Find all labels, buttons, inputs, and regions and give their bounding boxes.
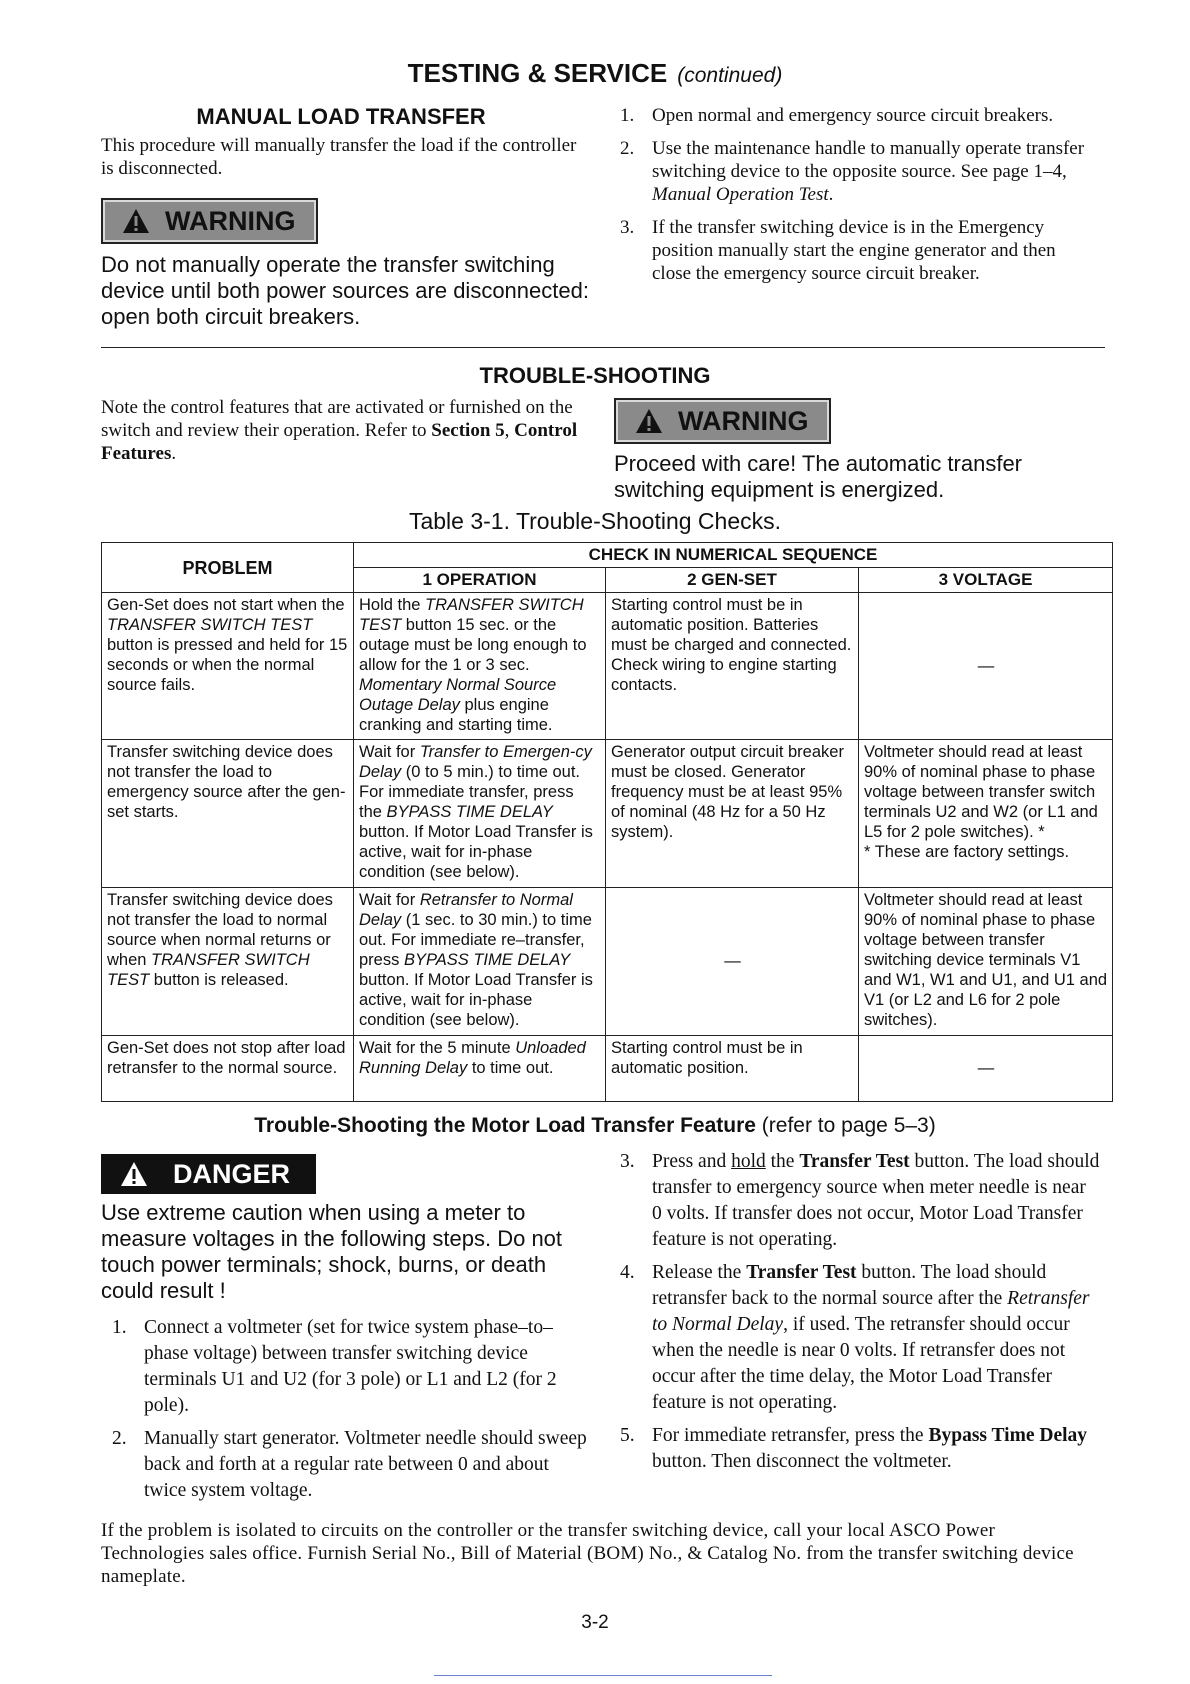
trouble-warning-label — [614, 398, 831, 444]
table-row — [102, 1036, 1113, 1102]
list-item: 1. Open normal and emergency source circuit breakers. — [620, 105, 1054, 126]
bottom-link-line — [434, 1675, 772, 1676]
list-item: 2. Manually start generator. Voltmeter needle should sweep back and forth at a regular rate between 0 and about twice system voltage. — [112, 1428, 587, 1501]
motor-steps-left — [112, 1315, 587, 1514]
operation-cell: Wait for the 5 minute Unloaded Running Delay to time out. — [354, 1036, 606, 1102]
problem-cell: Gen-Set does not start when the TRANSFER SWITCH TEST button is pressed and held for 15 seconds or when the normal source fails. — [102, 593, 354, 740]
genset-cell: Generator output circuit breaker must be closed. Generator frequency must be at least 95% of nominal (48 Hz for a 50 Hz system). — [606, 740, 859, 888]
genset-cell: — — [606, 888, 859, 1036]
warning-triangle-icon — [121, 207, 151, 235]
genset-cell: Starting control must be in automatic position. Batteries must be charged and connected. Check wiring to engine starting contacts. — [606, 593, 859, 740]
voltage-cell: Voltmeter should read at least 90% of nominal phase to phase voltage between transfer switch terminals U2 and W2 (or L1 and L5 for 2 pole switches). * * These are factory settings. — [859, 740, 1113, 888]
manual-intro: This procedure will manually transfer the load if the controller is disconnected. — [101, 135, 577, 179]
warning-label-text: WARNING — [165, 205, 296, 236]
voltage-cell: Voltmeter should read at least 90% of nominal phase to phase voltage between transfer switching device terminals V1 and W1, W1 and U1, and U1 and V1 (or L2 and L6 for 2 pole switches). — [859, 888, 1113, 1036]
problem-cell: Gen-Set does not stop after load retransfer to the normal source. — [102, 1036, 354, 1102]
page-title — [0, 58, 1190, 89]
table-header-row — [102, 543, 1113, 568]
table-row — [102, 740, 1113, 888]
problem-cell: Transfer switching device does not transfer the load to emergency source after the gen-set starts. — [102, 740, 354, 888]
trouble-intro: Note the control features that are activated or furnished on the switch and review their operation. Refer to Section 5, Control Features. — [101, 397, 578, 464]
warning-triangle-icon — [634, 407, 664, 435]
list-item: 1. Connect a voltmeter (set for twice system phase–to–phase voltage) between transfer switching device terminals U1 and U2 (for 3 pole) or L1 and L2 (for 2 pole). — [112, 1317, 557, 1416]
warning-label-text: WARNING — [678, 405, 809, 436]
page-title-text: TESTING & SERVICE — [407, 58, 668, 88]
manual-load-transfer-heading: MANUAL LOAD TRANSFER — [196, 104, 486, 129]
voltage-header: 3 VOLTAGE — [859, 568, 1113, 593]
table-row — [102, 593, 1113, 740]
table-caption: Table 3-1. Trouble-Shooting Checks. — [408, 508, 782, 534]
motor-load-heading: Trouble-Shooting the Motor Load Transfer Feature (refer to page 5–3) — [254, 1114, 936, 1137]
motor-steps-right — [620, 1149, 1100, 1485]
danger-label-text: DANGER — [173, 1158, 291, 1189]
operation-cell: Wait for Transfer to Emergen-cy Delay (0 to 5 min.) to time out. For immediate transfer, press the BYPASS TIME DELAY button. If Motor Load Transfer is active, wait for in-phase condition (see below). — [354, 740, 606, 888]
table-row — [102, 888, 1113, 1036]
operation-cell: Wait for Retransfer to Normal Delay (1 sec. to 30 min.) to time out. For immediate re–transfer, press BYPASS TIME DELAY button. If Motor Load Transfer is active, wait for in-phase condition (see below). — [354, 888, 606, 1036]
danger-text: Use extreme caution when using a meter to measure voltages in the following steps. Do not touch power terminals; shock, burns, or death could result ! — [101, 1200, 563, 1303]
list-item: 4. Release the Transfer Test button. The load should retransfer back to the normal source after the Retransfer to Normal Delay, if used. The retransfer should occur when the needle is near 0 volts. If retransfer does not occur after the time delay, the Motor Load Transfer feature is not operating. — [620, 1262, 1090, 1413]
voltage-cell: — — [859, 1036, 1113, 1102]
list-item: 5. For immediate retransfer, press the Bypass Time Delay button. Then disconnect the voltmeter. — [620, 1425, 1088, 1472]
problem-cell: Transfer switching device does not transfer the load to normal source when normal returns or when TRANSFER SWITCH TEST button is released. — [102, 888, 354, 1036]
check-sequence-header: CHECK IN NUMERICAL SEQUENCE — [354, 543, 1113, 568]
operation-header: 1 OPERATION — [354, 568, 606, 593]
problem-header: PROBLEM — [102, 543, 354, 593]
list-item: 3. Press and hold the Transfer Test button. The load should transfer to emergency source when meter needle is near 0 volts. If transfer does not occur, Motor Load Transfer feature is not operating. — [620, 1151, 1100, 1250]
section-divider — [101, 347, 1105, 348]
page-number: 3-2 — [581, 1612, 609, 1633]
page-title-continued: (continued) — [677, 64, 783, 87]
trouble-shooting-table — [101, 542, 1113, 1102]
manual-warning-label — [101, 198, 318, 244]
footer-text: If the problem is isolated to circuits on the controller or the transfer switching device, call your local ASCO Power Technologies sales office. Furnish Serial No., Bill of Material (BOM) No., & Catalog No. from the transfer switching device nameplate. — [101, 1520, 1074, 1587]
manual-warning-text: Do not manually operate the transfer switching device until both power sources are disconnected: open both circuit breakers. — [101, 252, 589, 329]
danger-triangle-icon — [119, 1160, 149, 1188]
list-item: 3. If the transfer switching device is in the Emergency position manually start the engine generator and then close the emergency source circuit breaker. — [620, 217, 1056, 284]
trouble-shooting-heading: TROUBLE-SHOOTING — [479, 363, 711, 388]
list-item: 2. Use the maintenance handle to manually operate transfer switching device to the opposite source. See page 1–4, Manual Operation Test. — [620, 138, 1085, 205]
trouble-warning-text: Proceed with care! The automatic transfer switching equipment is energized. — [614, 451, 1023, 502]
manual-steps-list — [620, 104, 1095, 295]
operation-cell: Hold the TRANSFER SWITCH TEST button 15 sec. or the outage must be long enough to allow for the 1 or 3 sec. Momentary Normal Source Outage Delay plus engine cranking and starting time. — [354, 593, 606, 740]
trouble-table-wrapper — [101, 542, 1113, 1102]
genset-cell: Starting control must be in automatic position. — [606, 1036, 859, 1102]
genset-header: 2 GEN-SET — [606, 568, 859, 593]
voltage-cell: — — [859, 593, 1113, 740]
danger-label — [101, 1154, 316, 1194]
